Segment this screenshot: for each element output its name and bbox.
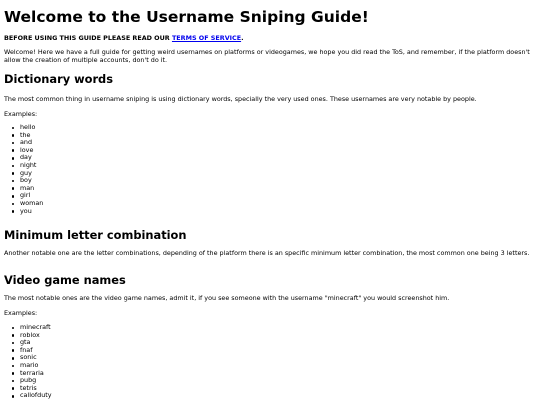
list-item: day bbox=[10, 154, 43, 162]
video-game-names-heading: Video game names bbox=[4, 273, 126, 287]
video-game-examples-list bbox=[10, 324, 52, 400]
list-item: man bbox=[10, 185, 43, 193]
dictionary-examples-list bbox=[10, 124, 43, 215]
dictionary-words-heading: Dictionary words bbox=[4, 72, 113, 86]
terms-of-service-link[interactable]: TERMS OF SERVICE bbox=[171, 34, 242, 42]
list-item: love bbox=[10, 147, 43, 155]
list-item: fnaf bbox=[10, 347, 52, 355]
list-item: sonic bbox=[10, 354, 52, 362]
list-item: gta bbox=[10, 339, 52, 347]
tos-notice-text: BEFORE USING THIS GUIDE PLEASE READ OUR bbox=[4, 34, 172, 42]
list-item: night bbox=[10, 162, 43, 170]
list-item: terraria bbox=[10, 370, 52, 378]
list-item: guy bbox=[10, 170, 43, 178]
list-item: you bbox=[10, 208, 43, 216]
list-item: girl bbox=[10, 192, 43, 200]
list-item: minecraft bbox=[10, 324, 52, 332]
list-item: tetris bbox=[10, 385, 52, 393]
page-title: Welcome to the Username Sniping Guide! bbox=[4, 8, 369, 26]
minimum-letter-heading: Minimum letter combination bbox=[4, 228, 187, 242]
tos-notice bbox=[4, 34, 244, 43]
list-item: boy bbox=[10, 177, 43, 185]
minimum-letter-text: Another notable one are the letter combinations, depending of the platform there is an specific minimum letter combination, the most common one being 3 letters. bbox=[4, 249, 530, 257]
list-item: callofduty bbox=[10, 392, 52, 400]
video-game-examples-label: Examples: bbox=[4, 309, 38, 317]
intro-paragraph: Welcome! Here we have a full guide for getting weird usernames on platforms or videogames, we hope you did read the ToS, and remember, if the platform doesn't allow the creation of multiple accounts, don't do it. bbox=[4, 48, 530, 65]
dictionary-examples-label: Examples: bbox=[4, 110, 38, 118]
list-item: the bbox=[10, 132, 43, 140]
list-item: and bbox=[10, 139, 43, 147]
list-item: roblox bbox=[10, 332, 52, 340]
video-game-names-text: The most notable ones are the video game names, admit it, if you see someone with the username "minecraft" you would screenshot him. bbox=[4, 294, 450, 302]
list-item: woman bbox=[10, 200, 43, 208]
list-item: mario bbox=[10, 362, 52, 370]
list-item: hello bbox=[10, 124, 43, 132]
dictionary-words-text: The most common thing in username sniping is using dictionary words, specially the very used ones. These usernames are very notable by people. bbox=[4, 95, 477, 103]
tos-notice-suffix: . bbox=[241, 34, 244, 42]
list-item: pubg bbox=[10, 377, 52, 385]
